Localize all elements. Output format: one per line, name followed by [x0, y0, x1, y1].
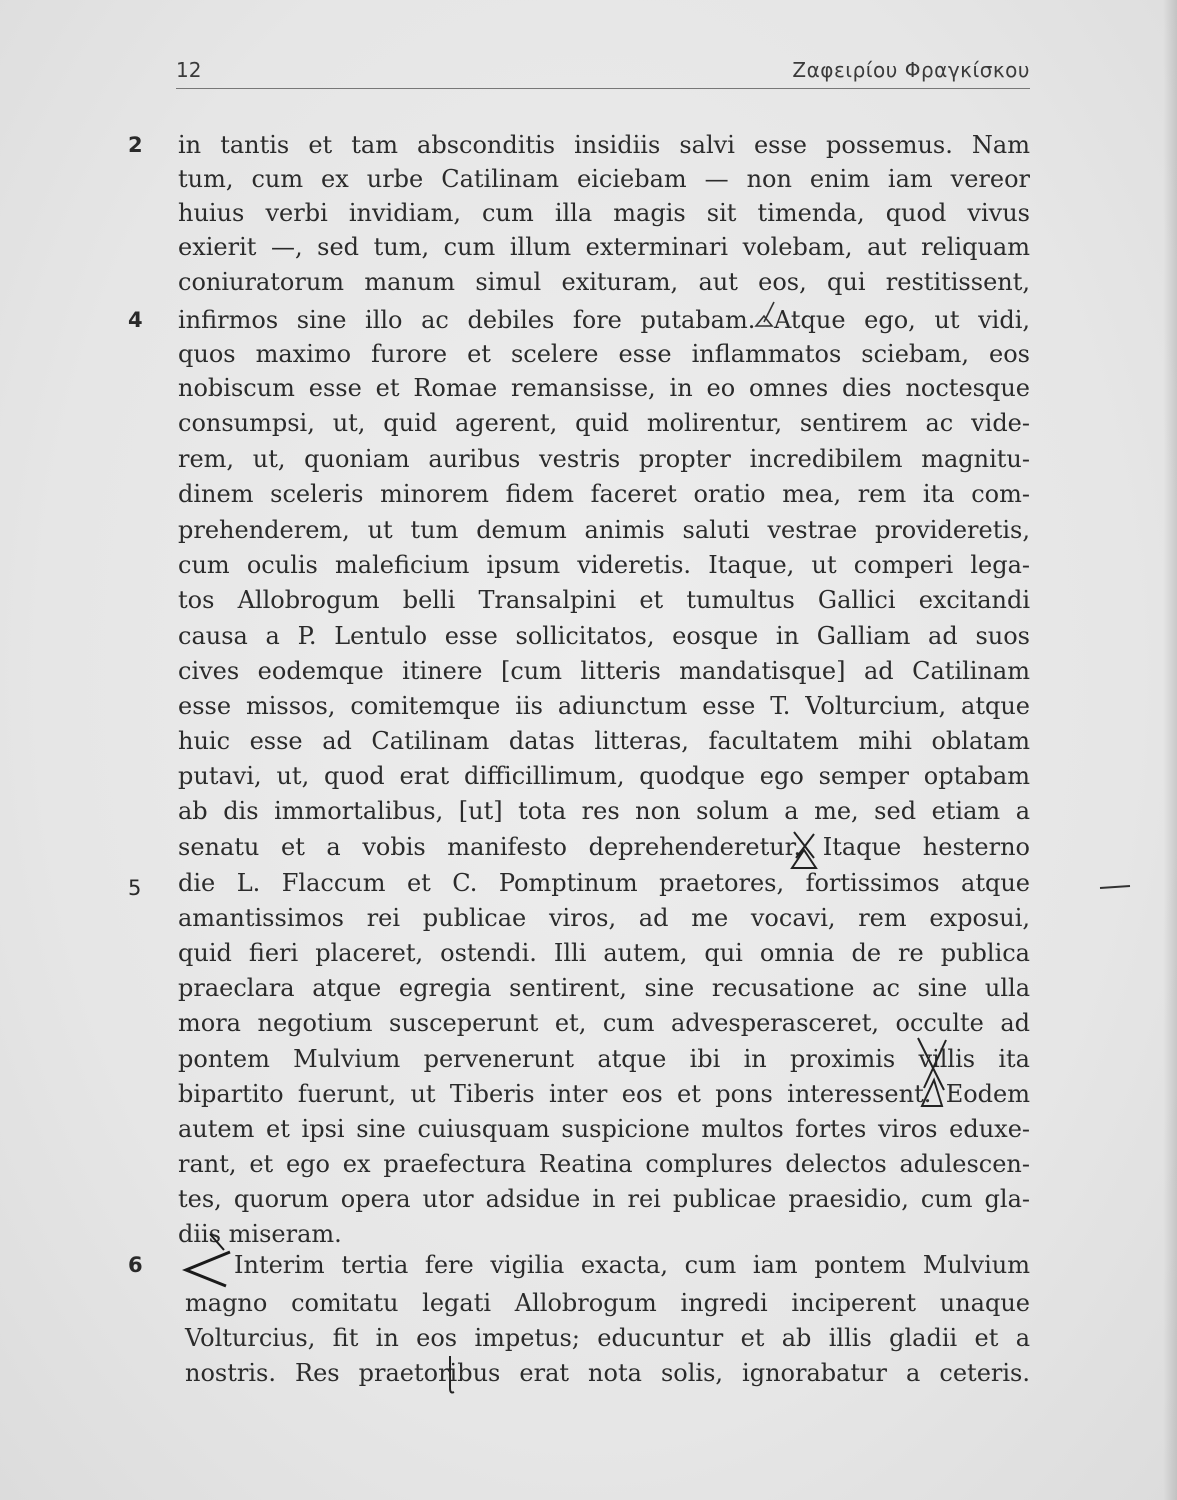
text-line: tos Allobrogum belli Transalpini et tumultus Gallici excitandi: [178, 586, 1030, 614]
text-line: Volturcius, fit in eos impetus; educuntur et ab illis gladii et a: [185, 1324, 1030, 1352]
text-line: autem et ipsi sine cuiusquam suspicione multos fortes viros eduxe-: [178, 1115, 1030, 1143]
text-line: bipartito fuerunt, ut Tiberis inter eos et pons interessent. Eodem: [178, 1080, 1030, 1108]
page-edge-shadow: [1163, 0, 1177, 1500]
text-line: causa a P. Lentulo esse sollicitatos, eosque in Galliam ad suos: [178, 622, 1030, 650]
text-line: coniuratorum manum simul exituram, aut eos, qui restitissent,: [178, 268, 1030, 296]
margin-dash-mark: [1098, 880, 1134, 894]
pencil-insertion-mark-1: [750, 300, 790, 336]
text-line: esse missos, comitemque iis adiunctum esse T. Volturcium, atque: [178, 692, 1030, 720]
text-line: infirmos sine illo ac debiles fore putabam. Atque ego, ut vidi,: [178, 306, 1030, 334]
text-line: cives eodemque itinere [cum litteris mandatisque] ad Catilinam: [178, 657, 1030, 685]
pencil-insertion-mark-3: [908, 1032, 954, 1112]
margin-number-6: 6: [128, 1253, 143, 1277]
pencil-paragraph-mark: [180, 1248, 240, 1288]
text-line: ab dis immortalibus, [ut] tota res non solum a me, sed etiam a: [178, 797, 1030, 825]
text-line: quos maximo furore et scelere esse inflammatos sciebam, eos: [178, 340, 1030, 368]
text-line: pontem Mulvium pervenerunt atque ibi in proximis villis ita: [178, 1045, 1030, 1073]
text-line: cum oculis maleficium ipsum videretis. Itaque, ut comperi lega-: [178, 551, 1030, 579]
text-line: consumpsi, ut, quid agerent, quid molirentur, sentirem ac vide-: [178, 409, 1030, 437]
text-line: tes, quorum opera utor adsidue in rei publicae praesidio, cum gla-: [178, 1185, 1030, 1213]
text-line: prehenderem, ut tum demum animis saluti vestrae provideretis,: [178, 516, 1030, 544]
text-line: in tantis et tam absconditis insidiis salvi esse possemus. Nam: [178, 131, 1030, 159]
text-line: nostris. Res praetoribus erat nota solis, ignorabatur a ceteris.: [185, 1359, 1030, 1387]
page-number: 12: [176, 58, 202, 82]
text-line: huic esse ad Catilinam datas litteras, facultatem mihi oblatam: [178, 727, 1030, 755]
text-line: quid fieri placeret, ostendi. Illi autem, qui omnia de re publica: [178, 939, 1030, 967]
pencil-insertion-mark-2: [788, 828, 822, 872]
margin-number-5: 5: [128, 876, 142, 900]
text-line: Interim tertia fere vigilia exacta, cum iam pontem Mulvium: [234, 1251, 1030, 1279]
text-line: exierit —, sed tum, cum illum exterminari volebam, aut reliquam: [178, 233, 1030, 261]
text-line: huius verbi invidiam, cum illa magis sit timenda, quod vivus: [178, 199, 1030, 227]
pencil-correction-mark: [440, 1354, 460, 1398]
text-line: praeclara atque egregia sentirent, sine recusatione ac sine ulla: [178, 974, 1030, 1002]
text-line: diis miseram.: [178, 1220, 342, 1248]
margin-number-2: 2: [128, 133, 143, 157]
text-line: mora negotium susceperunt et, cum advesperasceret, occulte ad: [178, 1009, 1030, 1037]
text-line: die L. Flaccum et C. Pomptinum praetores, fortissimos atque: [178, 869, 1030, 897]
text-line: amantissimos rei publicae viros, ad me vocavi, rem exposui,: [178, 904, 1030, 932]
text-line: putavi, ut, quod erat difficillimum, quodque ego semper optabam: [178, 762, 1030, 790]
text-line: nobiscum esse et Romae remansisse, in eo omnes dies noctesque: [178, 374, 1030, 402]
running-head: Ζαφειρίου Φραγκίσκου: [792, 58, 1030, 82]
text-line: rant, et ego ex praefectura Reatina complures delectos adulescen-: [178, 1150, 1030, 1178]
page-header: [176, 58, 1030, 89]
text-line: magno comitatu legati Allobrogum ingredi inciperent unaque: [185, 1289, 1030, 1317]
text-line: dinem sceleris minorem fidem faceret oratio mea, rem ita com-: [178, 480, 1030, 508]
margin-number-4: 4: [128, 308, 143, 332]
text-line: rem, ut, quoniam auribus vestris propter incredibilem magnitu-: [178, 445, 1030, 473]
text-line: tum, cum ex urbe Catilinam eiciebam — non enim iam vereor: [178, 165, 1030, 193]
text-line: senatu et a vobis manifesto deprehenderetur. Itaque hesterno: [178, 833, 1030, 861]
